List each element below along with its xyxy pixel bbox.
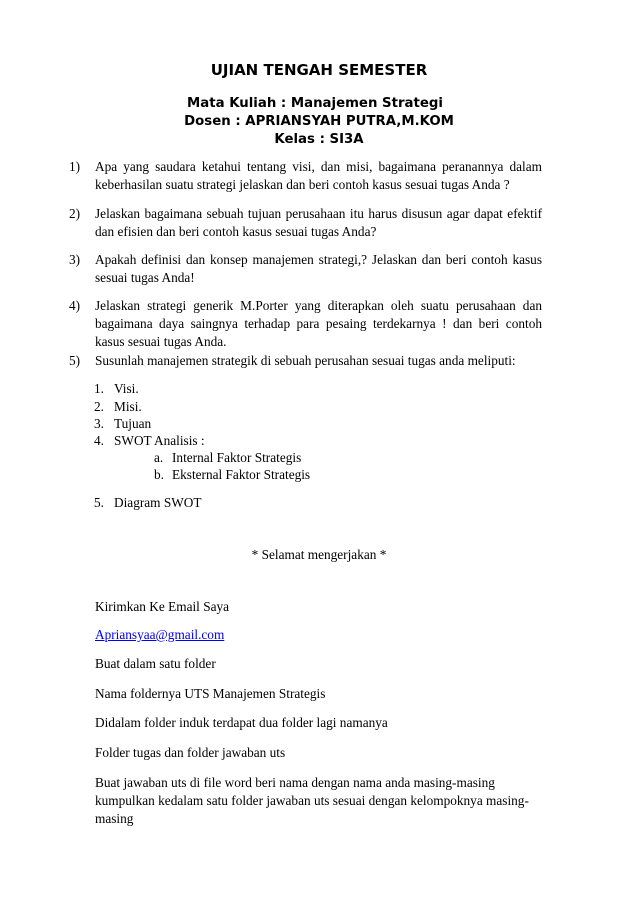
list-item-number: 4. bbox=[94, 433, 104, 448]
question-number: 2) bbox=[69, 206, 81, 221]
list-item bbox=[94, 398, 142, 416]
answer-instruction-line: masing bbox=[95, 811, 134, 826]
question-text-line: Apakah definisi dan konsep manajemen strategi,? Jelaskan dan beri contoh kasus bbox=[95, 252, 542, 267]
list-item-number: 5. bbox=[94, 495, 104, 510]
folder-instruction: Buat dalam satu folder bbox=[95, 656, 216, 671]
question-text-line: dan efisien dan beri contoh kasus sesuai tugas Anda? bbox=[95, 224, 377, 239]
list-item bbox=[94, 432, 205, 450]
send-instruction: Kirimkan Ke Email Saya bbox=[95, 599, 230, 614]
sub-list-item bbox=[154, 449, 302, 467]
list-item-text: SWOT Analisis : bbox=[114, 433, 205, 448]
subfolder-instruction: Didalam folder induk terdapat dua folder lagi namanya bbox=[95, 715, 388, 730]
question-text-line: bagaimana daya saingnya terhadap para pesaing terdekarnya ! dan beri contoh bbox=[95, 316, 542, 331]
question-text-line: Jelaskan strategi generik M.Porter yang diterapkan oleh suatu perusahaan dan bbox=[95, 298, 542, 313]
sub-list-item-letter: a. bbox=[154, 450, 164, 465]
list-item-text: Tujuan bbox=[114, 416, 152, 431]
exam-title: UJIAN TENGAH SEMESTER bbox=[210, 61, 428, 79]
question-text-line: Susunlah manajemen strategik di sebuah perusahan sesuai tugas anda meliputi: bbox=[95, 353, 516, 368]
list-item-text: Diagram SWOT bbox=[114, 495, 202, 510]
question-4 bbox=[69, 297, 542, 351]
question-2 bbox=[69, 205, 542, 241]
question-text-line: Apa yang saudara ketahui tentang visi, dan misi, bagaimana peranannya dalam bbox=[95, 159, 542, 174]
question-number: 1) bbox=[69, 159, 81, 174]
list-item-text: Visi. bbox=[114, 381, 139, 396]
list-item-number: 3. bbox=[94, 416, 104, 431]
sub-list-item-text: Internal Faktor Strategis bbox=[172, 450, 302, 465]
question-number: 4) bbox=[69, 298, 81, 313]
sub-list-item-text: Eksternal Faktor Strategis bbox=[172, 467, 311, 482]
question-number: 5) bbox=[69, 353, 81, 368]
question-text-line: kasus sesuai tugas Anda. bbox=[95, 334, 227, 349]
question-number: 3) bbox=[69, 252, 81, 267]
email-row bbox=[95, 626, 545, 644]
answer-instruction-line: Buat jawaban uts di file word beri nama dengan nama anda masing-masing bbox=[95, 775, 495, 790]
course-name: Mata Kuliah : Manajemen Strategi bbox=[187, 96, 443, 111]
subfolder-names: Folder tugas dan folder jawaban uts bbox=[95, 745, 286, 760]
list-item-text: Misi. bbox=[114, 399, 142, 414]
question-text-line: Jelaskan bagaimana sebuah tujuan perusahaan itu harus disusun agar dapat efektif bbox=[95, 206, 542, 221]
folder-name-instruction: Nama foldernya UTS Manajemen Strategis bbox=[95, 686, 326, 701]
email-link[interactable]: Apriansyaa@gmail.com bbox=[95, 627, 225, 642]
lecturer-name: Dosen : APRIANSYAH PUTRA,M.KOM bbox=[184, 114, 454, 129]
list-item-number: 1. bbox=[94, 381, 104, 396]
question-5 bbox=[69, 352, 542, 370]
list-item-number: 2. bbox=[94, 399, 104, 414]
list-item bbox=[94, 494, 202, 512]
question-text-line: sesuai tugas Anda! bbox=[95, 270, 195, 285]
answer-instruction bbox=[95, 774, 545, 828]
question-3 bbox=[69, 251, 542, 287]
class-name: Kelas : SI3A bbox=[274, 132, 364, 147]
closing-text: * Selamat mengerjakan * bbox=[251, 547, 387, 562]
question-text-line: keberhasilan suatu strategi jelaskan dan beri contoh kasus sesuai tugas Anda ? bbox=[95, 177, 510, 192]
answer-instruction-line: kumpulkan kedalam satu folder jawaban uts sesuai dengan kelompoknya masing- bbox=[95, 793, 529, 808]
list-item bbox=[94, 380, 139, 398]
question-1 bbox=[69, 158, 542, 194]
list-item bbox=[94, 415, 152, 433]
sub-list-item bbox=[154, 466, 311, 484]
sub-list-item-letter: b. bbox=[154, 467, 164, 482]
